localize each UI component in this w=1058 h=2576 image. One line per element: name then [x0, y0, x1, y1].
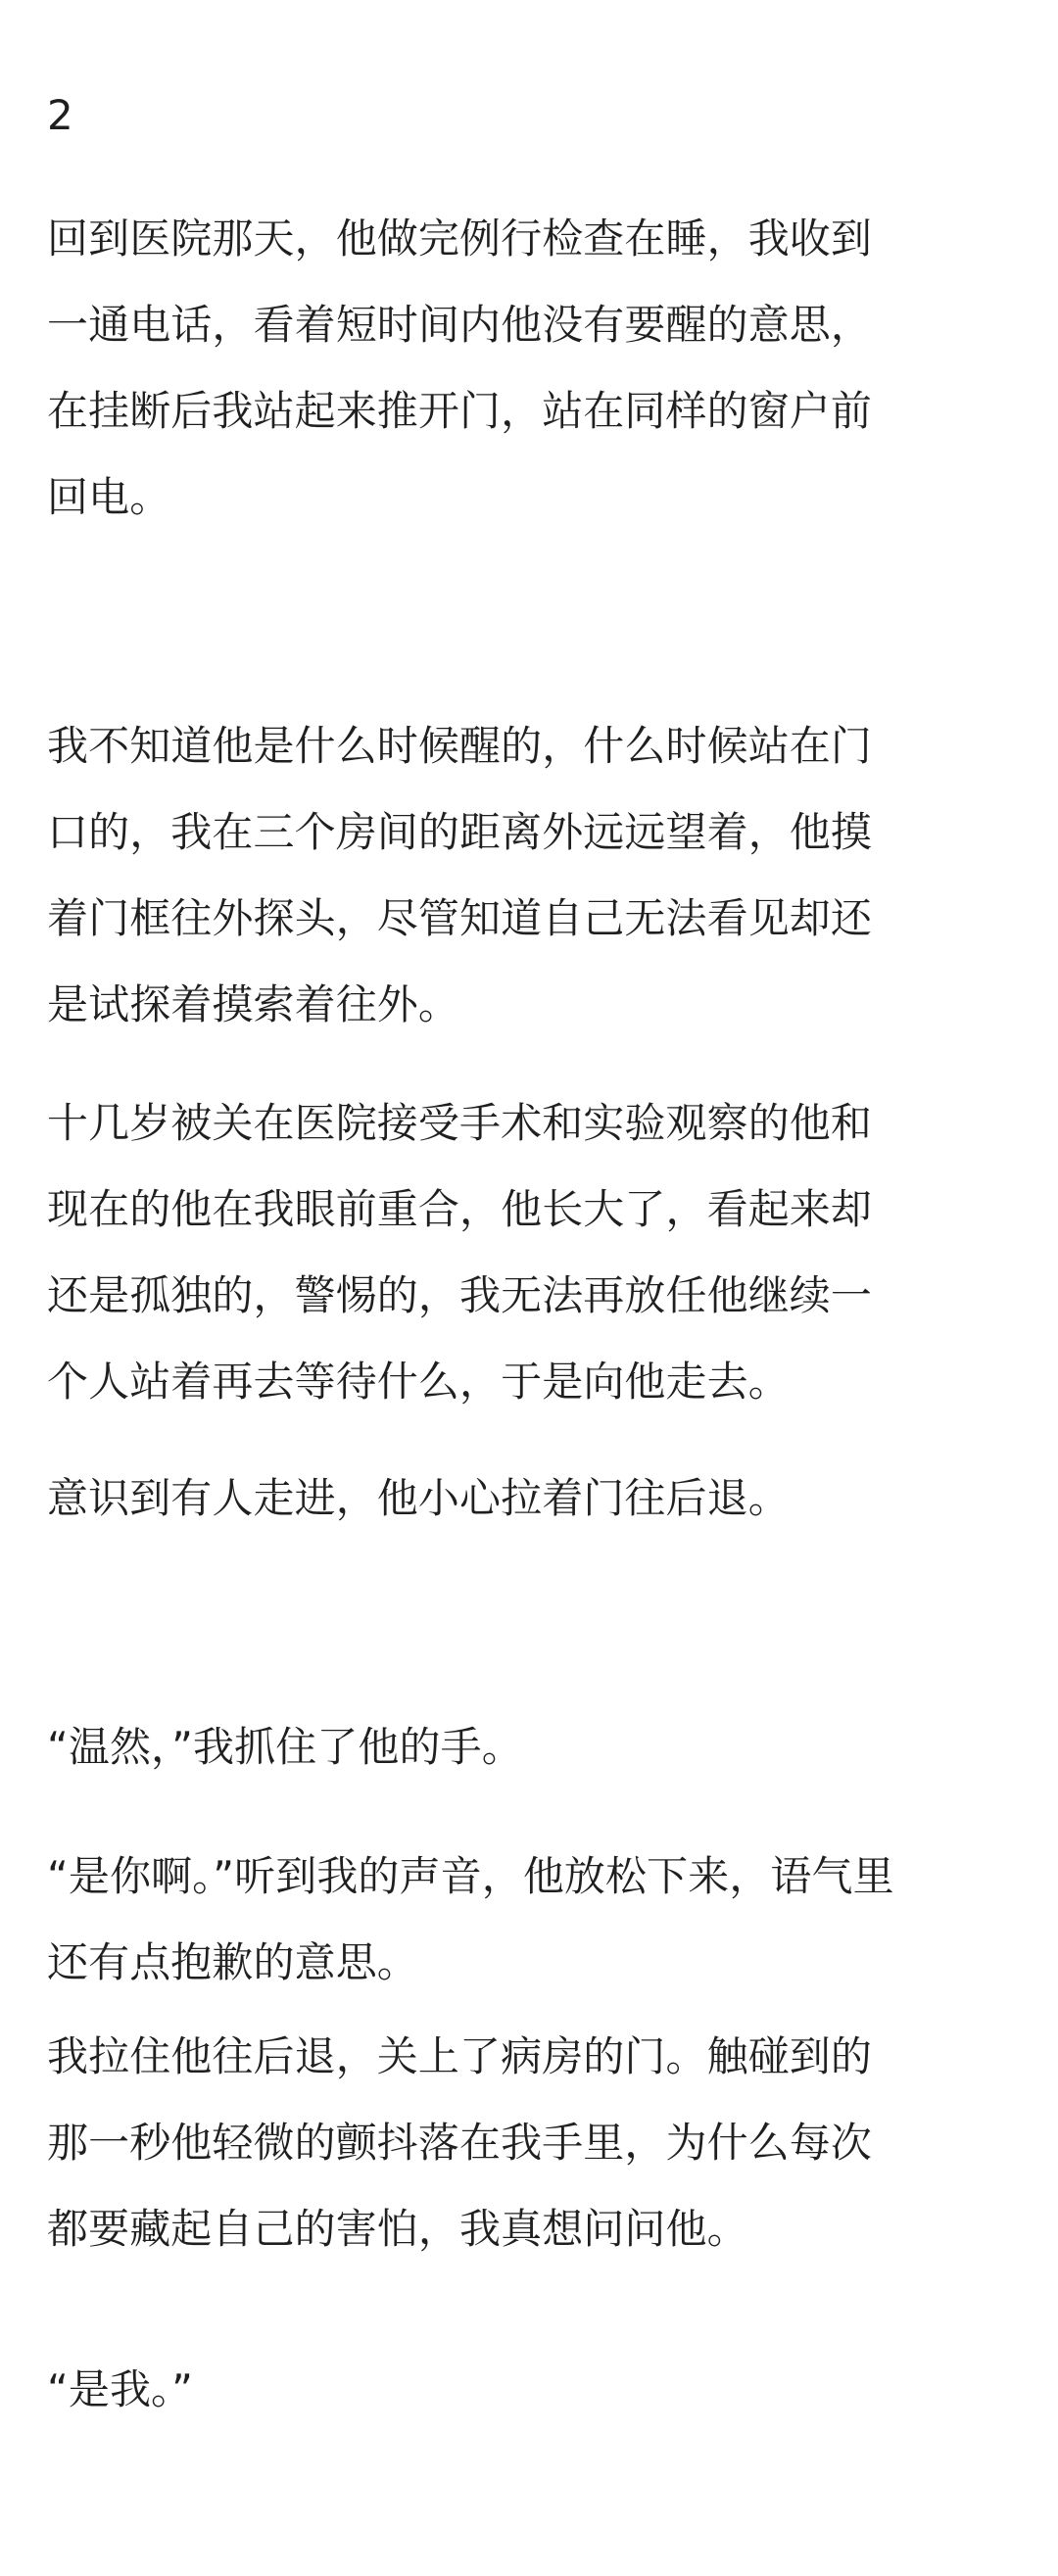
paragraph-3: 十几岁被关在医院接受手术和实验观察的他和 现在的他在我眼前重合，他长大了，看起来却 还是孤独的，警惕的，我无法再放任他继续一 个人站着再去等待什么，于是向他走去。 — [47, 1099, 873, 1406]
paragraph-1: 回到医院那天，他做完例行检查在睡，我收到 一通电话，看着短时间内他没有要醒的意思， 在挂断后我站起来推开门，站在同样的窗户前 回电。 — [47, 215, 873, 521]
chapter-number: 2 — [47, 91, 73, 139]
paragraph-7: 我拉住他往后退，关上了病房的门。触碰到的 那一秒他轻微的颤抖落在我手里，为什么每次 都要藏起自己的害怕，我真想问问他。 — [47, 2032, 873, 2253]
paragraph-5: “温然，”我抓住了他的手。 — [47, 1723, 523, 1771]
paragraph-2: 我不知道他是什么时候醒的，什么时候站在门 口的，我在三个房间的距离外远远望着，他摸 着门框往外探头，尽管知道自己无法看见却还 是试探着摸索着往外。 — [47, 722, 873, 1028]
paragraph-6: “是你啊。”听到我的声音，他放松下来，语气里 还有点抱歉的意思。 — [47, 1852, 894, 1986]
paragraph-8: “是我。” — [47, 2365, 194, 2413]
paragraph-4: 意识到有人走进，他小心拉着门往后退。 — [47, 1474, 790, 1522]
